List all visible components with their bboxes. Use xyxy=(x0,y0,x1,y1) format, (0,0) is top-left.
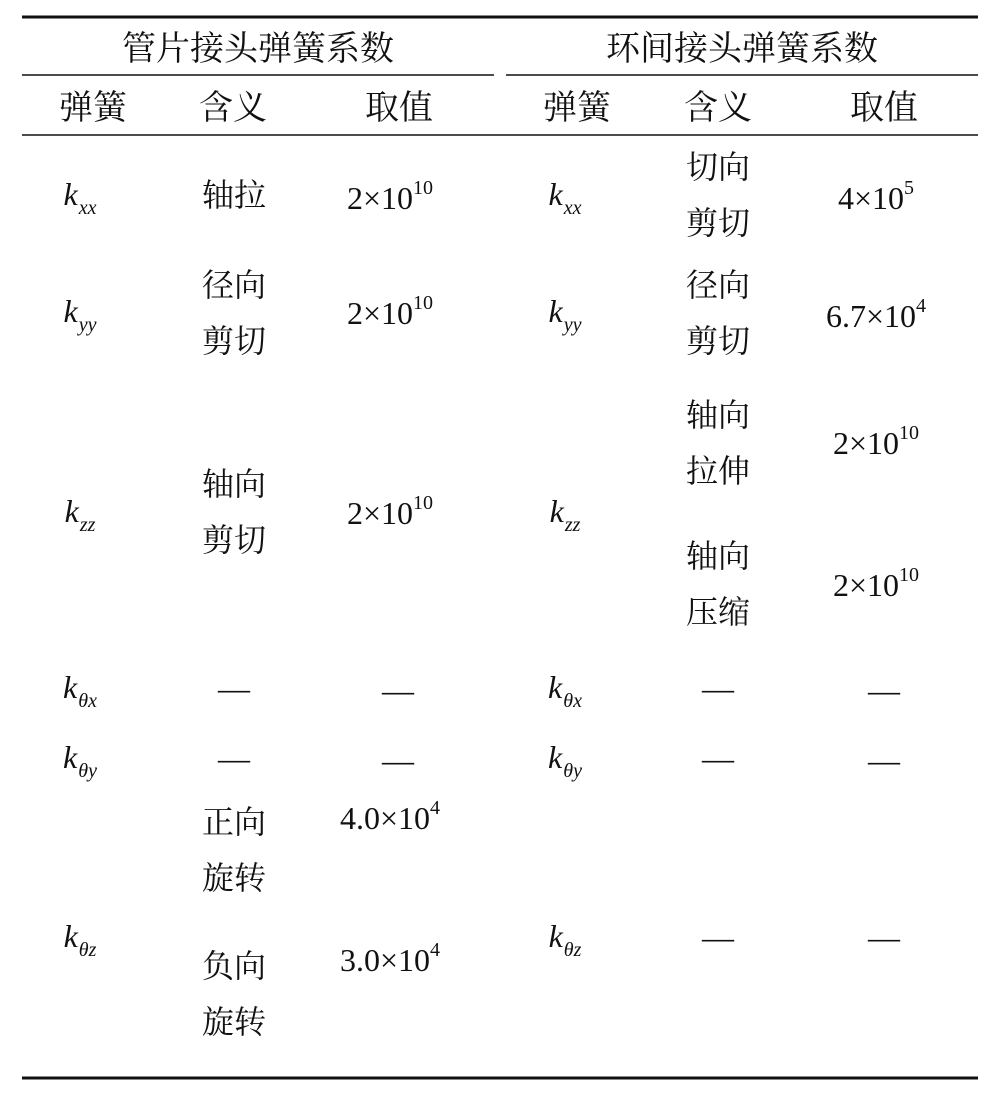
value-text xyxy=(340,939,440,978)
value-mantissa: 2×10 xyxy=(346,180,414,216)
spring-symbol-subscript: θy xyxy=(563,760,582,782)
col-header-meaning-left: 含义 xyxy=(199,88,267,128)
value-mantissa: — xyxy=(382,742,414,778)
value-mantissa: — xyxy=(868,742,900,778)
col-header-value-left: 取值 xyxy=(365,88,433,128)
spring-symbol xyxy=(65,493,96,536)
spring-symbol-subscript: θx xyxy=(78,690,97,712)
spring-symbol-subscript: θz xyxy=(78,939,97,961)
spring-symbol xyxy=(548,669,582,712)
value-text xyxy=(347,292,433,331)
spring-symbol-base: k xyxy=(548,918,563,954)
group-header-segment: 管片接头弹簧系数 xyxy=(122,29,394,69)
group-header-ring: 环间接头弹簧系数 xyxy=(606,29,878,69)
spring-symbol-subscript: zz xyxy=(564,514,581,536)
spring-symbol-base: k xyxy=(548,739,563,775)
value-mantissa: — xyxy=(868,672,900,708)
value-mantissa: 2×10 xyxy=(832,425,900,461)
value-mantissa: — xyxy=(868,919,900,955)
spring-symbol-subscript: yy xyxy=(563,314,582,336)
value-dash xyxy=(867,919,901,955)
meaning-text: 轴向 xyxy=(685,537,751,575)
meaning-text: 正向 xyxy=(201,803,267,841)
col-header-meaning-right: 含义 xyxy=(684,88,752,128)
spring-symbol xyxy=(64,918,97,961)
spring-symbol-subscript: xx xyxy=(563,197,582,219)
value-exponent: 4 xyxy=(430,797,441,819)
spring-symbol-subscript: θx xyxy=(563,690,582,712)
spring-symbol-subscript: θz xyxy=(563,939,582,961)
col-header-spring-right: 弹簧 xyxy=(543,88,611,128)
value-mantissa: 2×10 xyxy=(346,295,414,331)
spring-symbol-base: k xyxy=(548,293,563,329)
value-text xyxy=(347,492,433,531)
value-mantissa: 2×10 xyxy=(346,495,414,531)
value-text xyxy=(838,177,914,216)
spring-symbol-base: k xyxy=(63,739,78,775)
value-text xyxy=(347,177,433,216)
meaning-text: 剪切 xyxy=(685,204,751,242)
meaning-text: 负向 xyxy=(201,947,267,985)
spring-symbol-base: k xyxy=(63,293,78,329)
meaning-dash: — xyxy=(218,740,250,776)
spring-symbol-base: k xyxy=(548,669,563,705)
meaning-text: 压缩 xyxy=(685,593,751,631)
value-exponent: 10 xyxy=(413,292,434,314)
spring-symbol xyxy=(549,176,582,219)
spring-symbol-base: k xyxy=(64,493,79,529)
col-header-spring-left: 弹簧 xyxy=(59,88,127,128)
value-exponent: 4 xyxy=(916,295,927,317)
spring-symbol-base: k xyxy=(63,918,78,954)
meaning-text: 旋转 xyxy=(201,859,267,897)
value-text xyxy=(826,295,926,334)
value-exponent: 10 xyxy=(899,422,920,444)
spring-symbol xyxy=(63,669,97,712)
value-text xyxy=(340,797,440,836)
spring-symbol xyxy=(64,176,97,219)
meaning-dash: — xyxy=(218,670,250,706)
spring-symbol xyxy=(64,293,97,336)
value-exponent: 4 xyxy=(430,939,441,961)
col-header-value-right: 取值 xyxy=(850,88,918,128)
spring-symbol-base: k xyxy=(63,176,78,212)
spring-symbol-base: k xyxy=(63,669,78,705)
spring-symbol-base: k xyxy=(548,176,563,212)
value-mantissa: 4×10 xyxy=(837,180,905,216)
spring-symbol-subscript: xx xyxy=(78,197,97,219)
spring-symbol xyxy=(549,293,582,336)
spring-symbol-subscript: yy xyxy=(78,314,97,336)
meaning-text: 拉伸 xyxy=(685,452,751,490)
value-exponent: 10 xyxy=(413,492,434,514)
table-body xyxy=(63,148,926,1041)
meaning-text: 旋转 xyxy=(201,1003,267,1041)
meaning-text: 剪切 xyxy=(201,521,267,559)
value-text xyxy=(833,564,919,603)
value-dash xyxy=(381,672,415,708)
meaning-text: 轴向 xyxy=(201,465,267,503)
value-mantissa: — xyxy=(382,672,414,708)
value-dash xyxy=(867,742,901,778)
value-exponent: 10 xyxy=(899,564,920,586)
value-mantissa: 3.0×10 xyxy=(339,942,431,978)
spring-symbol xyxy=(549,918,582,961)
spring-symbol xyxy=(550,493,581,536)
value-mantissa: 2×10 xyxy=(832,567,900,603)
value-mantissa: 4.0×10 xyxy=(339,800,431,836)
meaning-dash: — xyxy=(702,919,734,955)
meaning-text: 轴拉 xyxy=(201,176,267,214)
meaning-text: 剪切 xyxy=(685,322,751,360)
meaning-text: 轴向 xyxy=(685,396,751,434)
meaning-dash: — xyxy=(702,670,734,706)
value-mantissa: 6.7×10 xyxy=(825,298,917,334)
spring-symbol xyxy=(63,739,97,782)
spring-symbol-subscript: zz xyxy=(79,514,96,536)
value-dash xyxy=(381,742,415,778)
meaning-text: 切向 xyxy=(685,148,751,186)
meaning-text: 径向 xyxy=(685,266,751,304)
meaning-text: 径向 xyxy=(201,266,267,304)
spring-symbol xyxy=(548,739,582,782)
spring-symbol-base: k xyxy=(549,493,564,529)
spring-symbol-subscript: θy xyxy=(78,760,97,782)
value-dash xyxy=(867,672,901,708)
value-exponent: 10 xyxy=(413,177,434,199)
value-exponent: 5 xyxy=(904,177,915,199)
value-text xyxy=(833,422,919,461)
meaning-dash: — xyxy=(702,740,734,776)
meaning-text: 剪切 xyxy=(201,322,267,360)
